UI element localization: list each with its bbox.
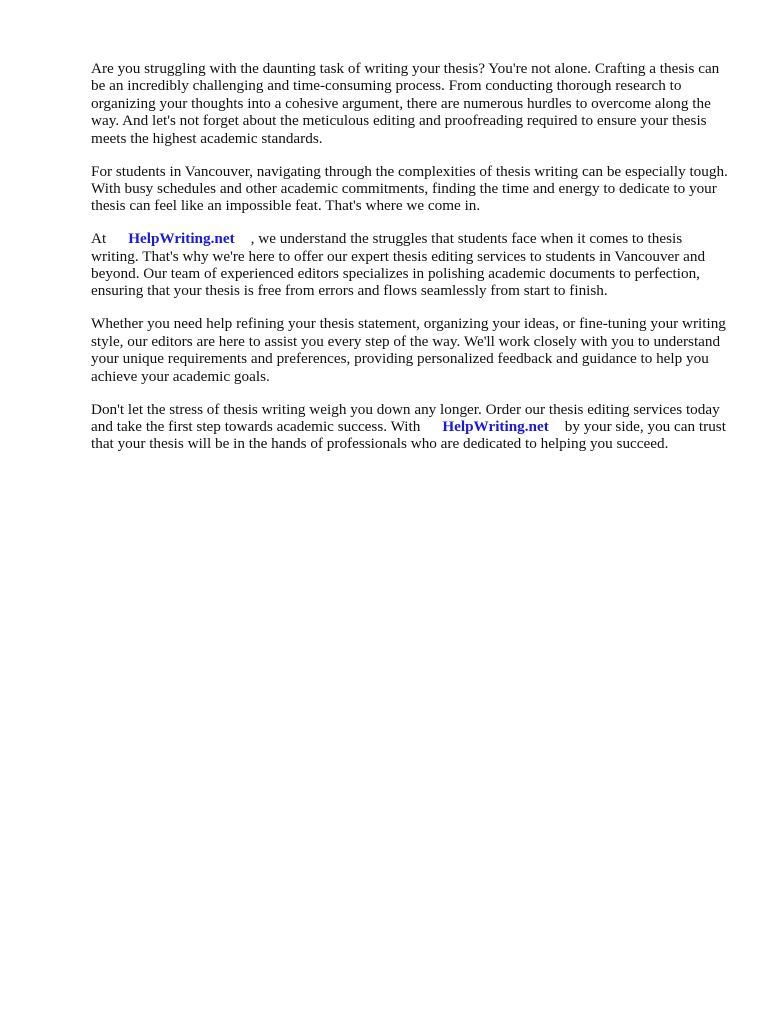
paragraph-intro-text: Are you struggling with the daunting task of writing your thesis? You're not alone. Crafting a thesis can be an incredibly challenging and time-consuming process. From conducting thorough research to organizing your thoughts into a cohesive argument, there are numerous hurdles to overcome along the way. And let's not forget about the meticulous editing and proofreading required to ensure your thesis meets the highest academic standards. <box>91 60 720 147</box>
paragraph-closing <box>91 401 731 453</box>
helpwriting-link-1[interactable]: HelpWriting.net <box>128 230 235 248</box>
document-page <box>91 60 731 468</box>
paragraph-vancouver <box>91 163 731 215</box>
paragraph-services-lead: At <box>91 230 107 248</box>
paragraph-vancouver-text: For students in Vancouver, navigating through the complexities of thesis writing can be especially tough. With busy schedules and other academic commitments, finding the time and energy to dedicate to your thesis can feel like an impossible feat. That's where we come in. <box>91 162 728 215</box>
paragraph-help-text: Whether you need help refining your thesis statement, organizing your ideas, or fine-tuning your writing style, our editors are here to assist you every step of the way. We'll work closely with you to understand your unique requirements and preferences, providing personalized feedback and guidance to help you achieve your academic goals. <box>91 315 726 385</box>
paragraph-services-text: , we understand the struggles that students face when it comes to thesis writing. That's why we're here to offer our expert thesis editing services to students in Vancouver and beyond. Our team of experienced editors specializes in polishing academic documents to perfection, ensuring that your thesis is free from errors and flows seamlessly from start to finish. <box>91 230 706 300</box>
paragraph-closing-text: by your side, you can trust that your thesis will be in the hands of professionals who are dedicated to helping you succeed. <box>91 417 726 453</box>
paragraph-services <box>91 230 731 300</box>
helpwriting-link-2[interactable]: HelpWriting.net <box>442 417 549 435</box>
paragraph-help <box>91 315 731 385</box>
paragraph-closing-lead: Don't let the stress of thesis writing weigh you down any longer. Order our thesis editing services today and take the first step towards academic success. With <box>91 400 720 435</box>
paragraph-intro <box>91 60 731 147</box>
